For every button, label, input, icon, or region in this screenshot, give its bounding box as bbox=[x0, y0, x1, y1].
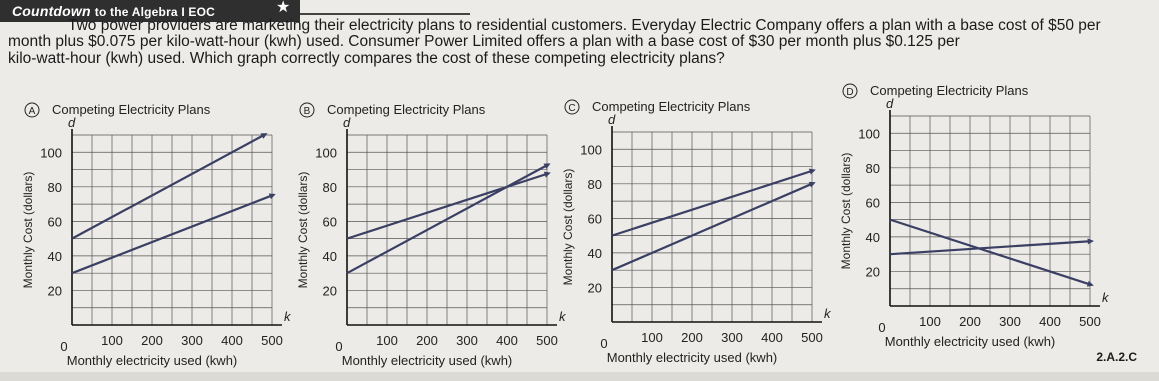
y-axis-variable: d bbox=[68, 115, 76, 130]
y-tick-label: 80 bbox=[587, 176, 602, 192]
footer-strip bbox=[0, 372, 1159, 381]
x-tick-label: 300 bbox=[999, 314, 1021, 329]
x-axis-variable: k bbox=[559, 309, 566, 324]
y-tick-label: 40 bbox=[587, 245, 602, 261]
y-tick-label: 80 bbox=[47, 179, 62, 195]
x-axis-label: Monthly electricity used (kwh) bbox=[884, 334, 1056, 349]
chart-a bbox=[0, 95, 290, 370]
header-title-text: Countdown bbox=[12, 3, 91, 19]
y-tick-label: 80 bbox=[322, 179, 337, 195]
choice-letter: D bbox=[846, 87, 854, 98]
x-axis-label: Monthly electricity used (kwh) bbox=[66, 353, 238, 368]
x-tick-label: 500 bbox=[261, 333, 283, 348]
x-axis-label: Monthly electricity used (kwh) bbox=[606, 350, 778, 365]
choice-letter: A bbox=[28, 106, 36, 117]
header-rule bbox=[300, 13, 470, 15]
x-tick-label: 100 bbox=[101, 333, 123, 348]
y-tick-label: 40 bbox=[47, 248, 62, 264]
y-tick-label: 100 bbox=[858, 126, 880, 142]
y-tick-label: 80 bbox=[865, 160, 880, 176]
origin-label: 0 bbox=[335, 339, 343, 354]
x-tick-label: 100 bbox=[376, 333, 398, 348]
question-line-3: kilo-watt-hour (kwh) used. Which graph correctly compares the cost of these competing electricity plans? bbox=[8, 50, 725, 67]
x-tick-label: 500 bbox=[536, 333, 558, 348]
y-axis-label: Monthly Cost (dollars) bbox=[21, 171, 35, 289]
chart-title: Competing Electricity Plans bbox=[52, 102, 211, 117]
y-tick-label: 100 bbox=[40, 145, 62, 161]
x-axis-variable: k bbox=[1102, 290, 1109, 305]
y-tick-label: 100 bbox=[580, 142, 602, 158]
chart-b bbox=[290, 95, 566, 370]
y-axis-label: Monthly Cost (dollars) bbox=[561, 168, 575, 286]
x-tick-label: 200 bbox=[959, 314, 981, 329]
chart-title: Competing Electricity Plans bbox=[592, 99, 751, 114]
chart-d bbox=[835, 68, 1155, 368]
y-tick-label: 100 bbox=[315, 145, 337, 161]
y-axis-label: Monthly Cost (dollars) bbox=[296, 171, 310, 289]
chart-title: Competing Electricity Plans bbox=[327, 102, 486, 117]
y-axis-variable: d bbox=[343, 115, 351, 130]
choice-a-panel[interactable] bbox=[0, 95, 290, 375]
x-tick-label: 400 bbox=[496, 333, 518, 348]
x-tick-label: 300 bbox=[181, 333, 203, 348]
choice-letter: B bbox=[303, 106, 311, 117]
y-tick-label: 40 bbox=[322, 248, 337, 264]
choice-b-panel[interactable] bbox=[290, 95, 566, 375]
question-line-2: month plus $0.075 per kilo-watt-hour (kwh) used. Consumer Power Limited offers a plan with a base cost of $30 per month plus $0.125 per bbox=[8, 33, 960, 50]
x-tick-label: 400 bbox=[1039, 314, 1061, 329]
choice-letter: C bbox=[568, 103, 576, 114]
x-tick-label: 500 bbox=[801, 330, 823, 345]
chart-c bbox=[555, 82, 835, 367]
x-tick-label: 100 bbox=[919, 314, 941, 329]
origin-label: 0 bbox=[60, 339, 68, 354]
x-tick-label: 200 bbox=[681, 330, 703, 345]
y-tick-label: 40 bbox=[865, 229, 880, 245]
x-tick-label: 500 bbox=[1079, 314, 1101, 329]
question-line-1: Two power providers are marketing their electricity plans to residential customers. Everyday Electric Company offers a plan with a base cost of $50 per bbox=[68, 17, 1101, 34]
y-tick-label: 60 bbox=[865, 195, 880, 211]
x-tick-label: 200 bbox=[141, 333, 163, 348]
y-axis-variable: d bbox=[886, 96, 894, 111]
choice-c-panel[interactable] bbox=[555, 82, 835, 372]
y-tick-label: 20 bbox=[47, 283, 62, 299]
chart-title: Competing Electricity Plans bbox=[870, 83, 1029, 98]
y-axis-label: Monthly Cost (dollars) bbox=[839, 152, 853, 270]
header-subtitle: to the Algebra I EOC bbox=[94, 5, 216, 19]
x-tick-label: 400 bbox=[221, 333, 243, 348]
origin-label: 0 bbox=[878, 320, 886, 335]
y-tick-label: 20 bbox=[587, 280, 602, 296]
x-axis-variable: k bbox=[824, 306, 831, 321]
y-tick-label: 20 bbox=[322, 283, 337, 299]
x-tick-label: 100 bbox=[641, 330, 663, 345]
origin-label: 0 bbox=[600, 336, 608, 351]
star-icon: ★ bbox=[276, 0, 291, 16]
x-tick-label: 200 bbox=[416, 333, 438, 348]
y-axis-variable: d bbox=[608, 112, 616, 127]
x-tick-label: 300 bbox=[721, 330, 743, 345]
y-tick-label: 60 bbox=[47, 214, 62, 230]
standard-code: 2.A.2.C bbox=[1096, 350, 1137, 364]
x-axis-variable: k bbox=[284, 309, 291, 324]
x-tick-label: 400 bbox=[761, 330, 783, 345]
series-arrow-2 bbox=[1088, 238, 1094, 244]
y-tick-label: 60 bbox=[587, 211, 602, 227]
y-tick-label: 60 bbox=[322, 214, 337, 230]
x-tick-label: 300 bbox=[456, 333, 478, 348]
y-tick-label: 20 bbox=[865, 264, 880, 280]
choice-d-panel[interactable] bbox=[835, 68, 1155, 373]
x-axis-label: Monthly electricity used (kwh) bbox=[341, 353, 513, 368]
